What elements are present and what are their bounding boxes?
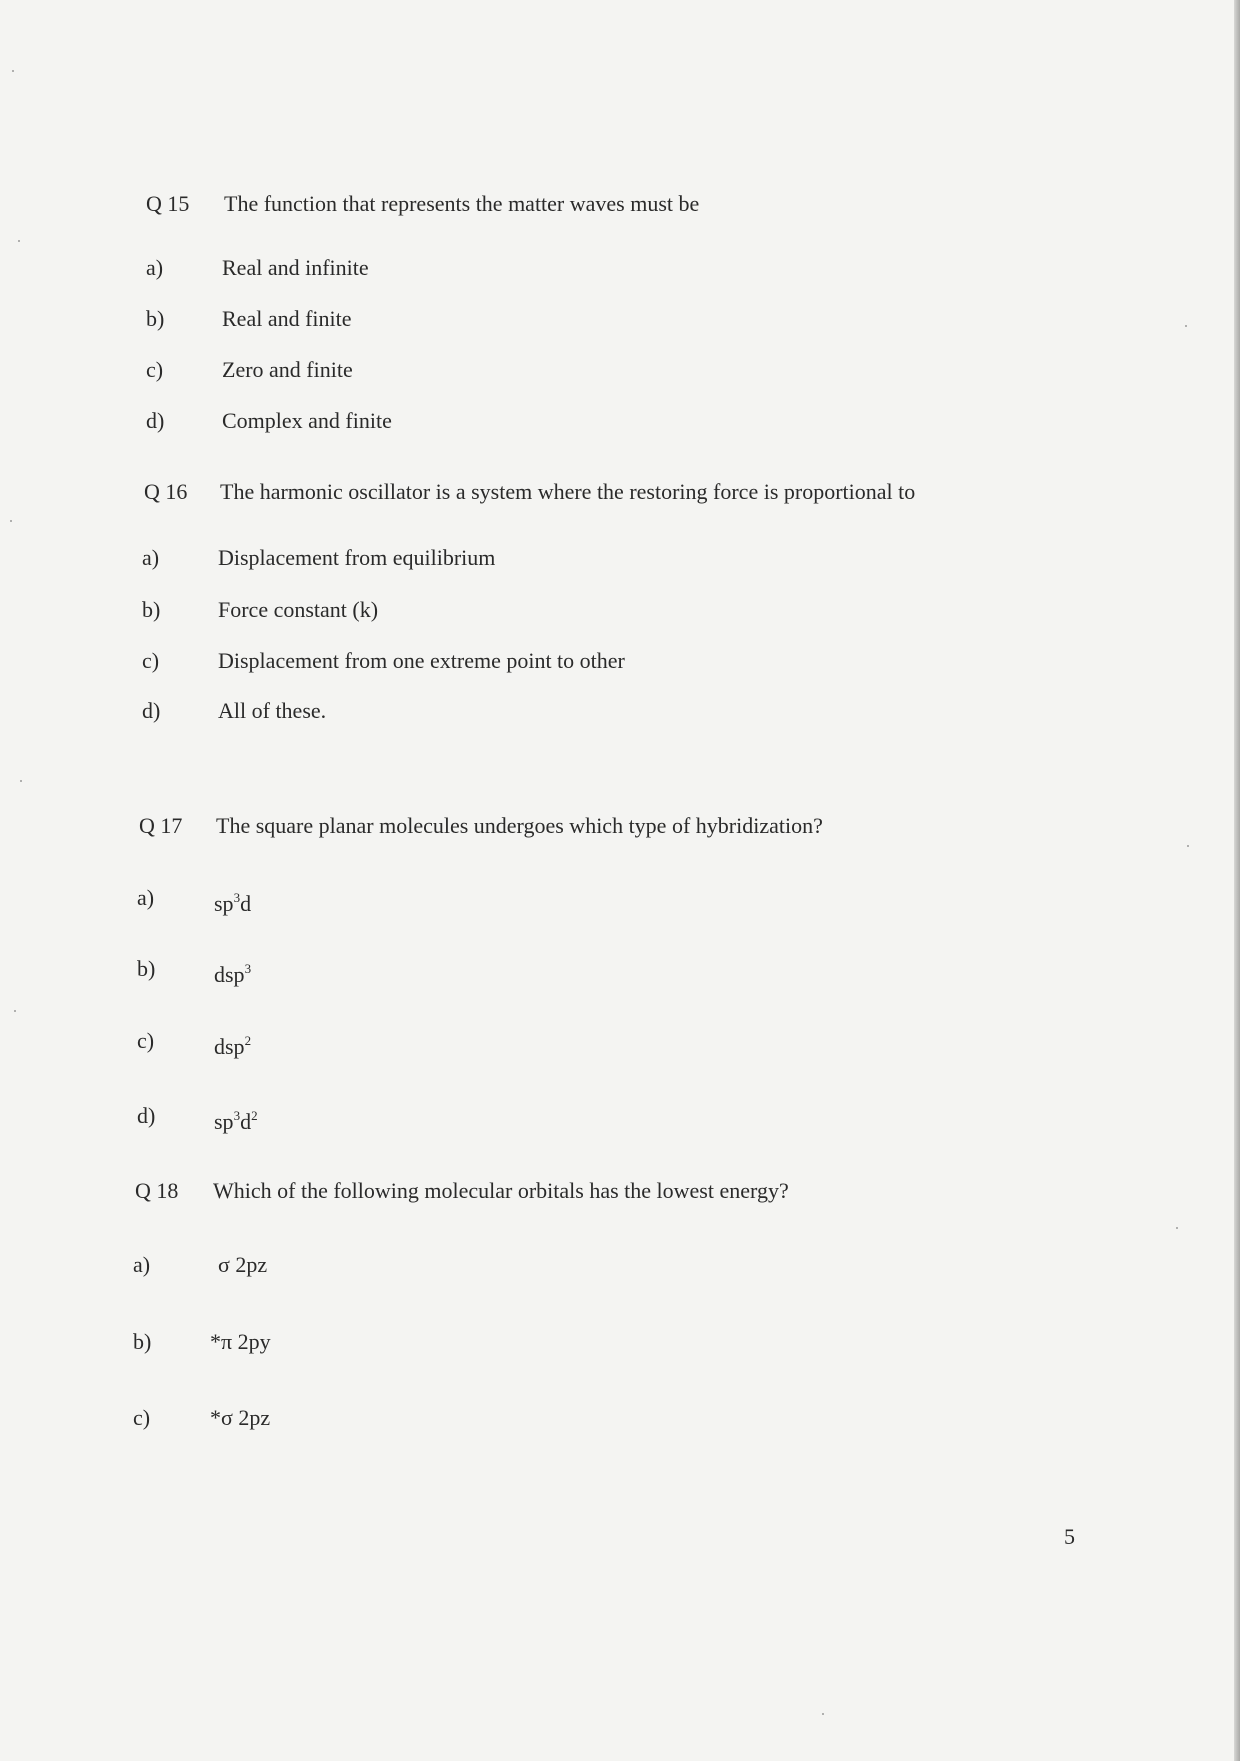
question-text: The function that represents the matter waves must be [224, 191, 700, 216]
option-text: Force constant (k) [218, 597, 379, 622]
formula-superscript: 2 [244, 1033, 252, 1048]
option-text: σ 2pz [218, 1252, 268, 1277]
scanned-page-edge [1234, 0, 1240, 1761]
option-label: c) [137, 1028, 155, 1053]
option-label: d) [146, 408, 165, 433]
scan-speck [822, 1713, 824, 1715]
scan-speck [12, 70, 14, 72]
option-label: c) [133, 1405, 151, 1430]
formula-superscript: 3 [244, 961, 252, 976]
formula-superscript: 3 [233, 890, 241, 905]
option-formula [214, 1027, 251, 1061]
option-formula [214, 955, 251, 989]
option-label: c) [142, 648, 160, 673]
option-label: c) [146, 357, 164, 382]
option-label: b) [137, 956, 156, 981]
option-text: *π 2py [210, 1329, 271, 1354]
scan-speck [14, 1010, 16, 1012]
formula-base: sp [214, 1109, 234, 1134]
formula-base: dsp [214, 1034, 245, 1059]
formula-tail: d [240, 1109, 252, 1134]
option-label: a) [133, 1252, 151, 1277]
option-label: d) [137, 1103, 156, 1128]
option-text: All of these. [218, 698, 327, 723]
scan-speck [18, 240, 20, 242]
question-text: Which of the following molecular orbitals has the lowest energy? [213, 1178, 789, 1203]
formula-superscript: 3 [233, 1108, 241, 1123]
option-label: a) [146, 255, 164, 280]
formula-tail: d [240, 891, 252, 916]
question-text: The harmonic oscillator is a system where the restoring force is proportional to [220, 479, 916, 504]
option-label: a) [142, 545, 160, 570]
scan-speck [1185, 325, 1187, 327]
option-text: Displacement from one extreme point to other [218, 648, 625, 673]
question-number: Q 18 [135, 1178, 179, 1203]
option-label: b) [133, 1329, 152, 1354]
option-formula [214, 884, 251, 918]
question-number: Q 16 [144, 479, 188, 504]
option-formula [214, 1102, 258, 1136]
scan-speck [1187, 845, 1189, 847]
option-text: Complex and finite [222, 408, 392, 433]
option-label: b) [142, 597, 161, 622]
option-text: Zero and finite [222, 357, 353, 382]
question-number: Q 17 [139, 813, 183, 838]
formula-base: sp [214, 891, 234, 916]
formula-superscript: 2 [251, 1108, 258, 1123]
option-label: a) [137, 885, 155, 910]
option-text: Real and finite [222, 306, 352, 331]
scan-speck [1176, 1227, 1178, 1229]
option-text: *σ 2pz [210, 1405, 271, 1430]
option-label: d) [142, 698, 161, 723]
page-number: 5 [1064, 1524, 1075, 1549]
option-label: b) [146, 306, 165, 331]
option-text: Displacement from equilibrium [218, 545, 496, 570]
scan-speck [20, 780, 22, 782]
scan-speck [10, 520, 12, 522]
question-text: The square planar molecules undergoes which type of hybridization? [216, 813, 823, 838]
option-text: Real and infinite [222, 255, 369, 280]
formula-base: dsp [214, 962, 245, 987]
question-number: Q 15 [146, 191, 190, 216]
